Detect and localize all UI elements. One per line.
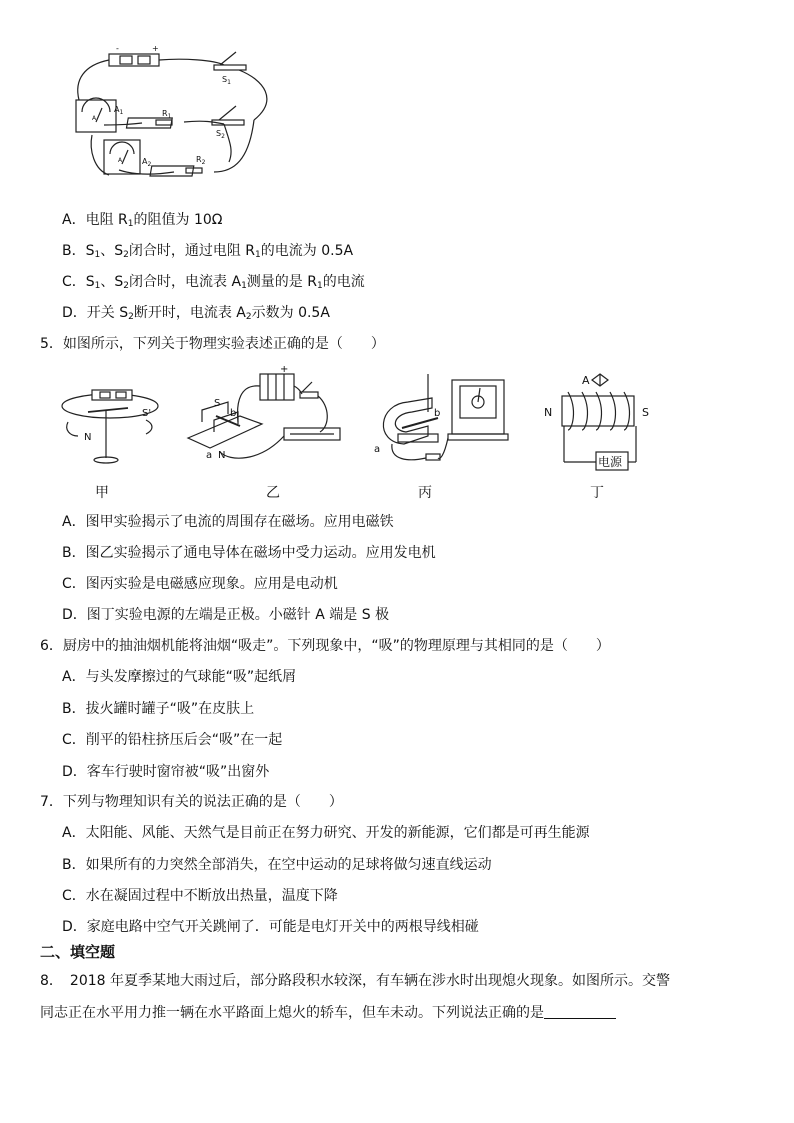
circuit-figure [64,40,284,192]
q7-option-d: D．家庭电路中空气开关跳闸了．可能是电灯开关中的两根导线相碰 [62,919,479,935]
q8-line1: 8． 2018 年夏季某地大雨过后，部分路段积水较深，有车辆在涉水时出现熄火现象。如图所示。交警 [40,973,670,989]
figure-jia [58,378,170,470]
svg-text:S: S [642,406,649,419]
caption-jia: 甲 [95,485,109,501]
caption-yi: 乙 [266,485,280,501]
q7-option-c: C．水在凝固过程中不断放出热量，温度下降 [62,888,338,904]
q7-option-a: A．太阳能、风能、天然气是目前正在努力研究、开发的新能源，它们都是可再生能源 [62,825,590,841]
figure-ding [538,370,662,474]
battery-minus: - [116,44,119,53]
q5-option-d: D．图丁实验电源的左端是正极。小磁针 A 端是 S 极 [62,607,390,623]
q4-option-a: A．电阻 $R_1$的阻值为 10Ω [62,212,223,229]
q5-stem: 5．如图所示，下列关于物理实验表述正确的是（ ） [40,336,385,352]
svg-text:b: b [434,408,441,419]
figure-bing [368,372,518,468]
q7-stem: 7．下列与物理知识有关的说法正确的是（ ） [40,794,343,810]
svg-text:S: S [214,398,221,409]
section-title: 二、填空题 [40,943,116,961]
q8-line2: 同志正在水平用力推一辆在水平路面上熄火的轿车，但车未动。下列说法正确的是 [40,1003,616,1023]
svg-text:S1: $S_1$ [222,75,231,86]
figure-yi [180,366,350,472]
q6-option-a: A．与头发摩擦过的气球能“吸”起纸屑 [62,669,297,685]
svg-text:R2: $R_2$ [196,155,206,166]
svg-text:+: + [280,366,289,375]
svg-text:A1: $A_1$ [114,105,124,116]
q7-option-b: B．如果所有的力突然全部消失，在空中运动的足球将做匀速直线运动 [62,857,492,873]
battery-plus: + [152,44,159,53]
svg-text:S': S' [142,408,152,419]
q4-option-d: D．开关 $S_2$断开时，电流表 $A_2$示数为 0.5A [62,305,330,322]
caption-ding: 丁 [590,485,604,501]
svg-text:A2: $A_2$ [142,157,152,168]
svg-text:A: A [92,115,97,122]
caption-bing: 丙 [418,485,432,501]
q6-option-b: B．拔火罐时罐子“吸”在皮肤上 [62,701,255,717]
svg-text:b: b [230,408,237,419]
q4-option-b: B．$S_1$、$S_2$闭合时，通过电阻 $R_1$的电流为 0.5A [62,243,354,260]
svg-text:N: N [544,406,553,419]
answer-blank[interactable] [544,1004,616,1019]
svg-text:电源: 电源 [598,455,623,469]
q5-option-a: A．图甲实验揭示了电流的周围存在磁场。应用电磁铁 [62,514,394,530]
q4-option-c: C．$S_1$、$S_2$闭合时，电流表 $A_1$测量的是 $R_1$的电流 [62,274,365,291]
svg-text:a: a [374,444,381,455]
svg-text:N: N [84,432,92,443]
svg-text:N: N [218,450,226,461]
q5-option-b: B．图乙实验揭示了通电导体在磁场中受力运动。应用发电机 [62,545,436,561]
q5-option-c: C．图丙实验是电磁感应现象。应用是电动机 [62,576,338,592]
svg-text:a: a [206,450,213,461]
q6-option-c: C．削平的铅柱挤压后会“吸”在一起 [62,732,283,748]
svg-text:A: A [118,157,123,164]
q6-stem: 6．厨房中的抽油烟机能将油烟“吸走”。下列现象中，“吸”的物理原理与其相同的是（ ） [40,638,610,654]
q6-option-d: D．客车行驶时窗帘被“吸”出窗外 [62,764,270,780]
svg-text:S2: $S_2$ [216,129,225,140]
svg-text:A: A [582,374,590,387]
svg-text:R1: $R_1$ [162,109,172,120]
